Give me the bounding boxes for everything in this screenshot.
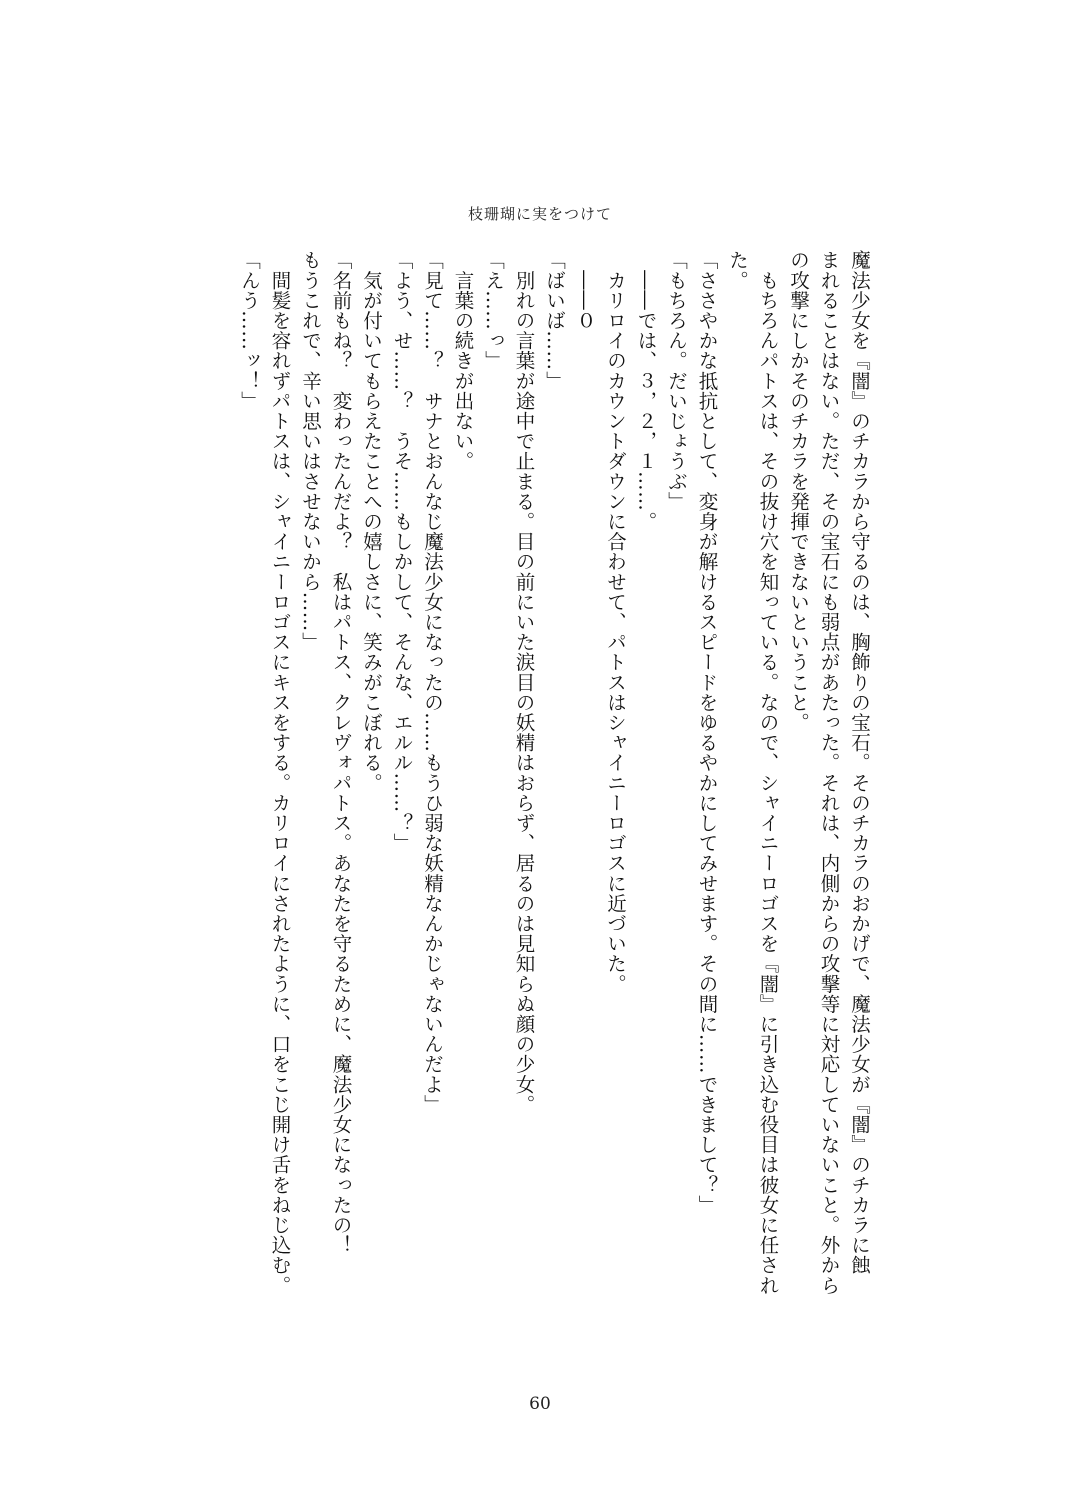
vertical-text-body bbox=[234, 250, 875, 1305]
text-line: ――０ bbox=[573, 250, 597, 331]
text-line: 「ささやかな抵抗として、変身が解けるスピードをゆるやかにしてみせます。その間に……できまして？」 bbox=[695, 250, 719, 1215]
text-line: た。 bbox=[726, 250, 749, 291]
text-line: 言葉の続きが出ない。 bbox=[451, 250, 475, 472]
text-line: ――では、３，２，１……。 bbox=[634, 250, 658, 532]
text-line: まれることはない。ただ、その宝石にも弱点があたった。それは、内側からの攻撃等に対応していないこと。外から bbox=[817, 250, 841, 1296]
text-line: 間髪を容れずパトスは、シャイニーロゴスにキスをする。カリロイにされたように、口をこじ開け舌をねじ込む。 bbox=[268, 250, 292, 1296]
text-line: もうこれで、辛い思いはさせないから……」 bbox=[299, 250, 322, 652]
text-line: 「んう……ッ！」 bbox=[238, 250, 261, 411]
text-line: カリロイのカウントダウンに合わせて、パトスはシャイニーロゴスに近づいた。 bbox=[604, 250, 627, 994]
text-line: 「よう、せ……？ うそ……もしかして、そんな、エルル……？」 bbox=[390, 250, 414, 853]
text-line: 魔法少女を『闇』のチカラから守るのは、胸飾りの宝石。そのチカラのおかげで、魔法少女が『闇』のチカラに蝕 bbox=[848, 250, 871, 1276]
text-line: 「え……っ」 bbox=[482, 250, 505, 371]
text-line: 「ばいば……」 bbox=[543, 250, 566, 391]
text-line: 別れの言葉が途中で止まる。目の前にいた涙目の妖精はおらず、居るのは見知らぬ顔の少女。 bbox=[512, 250, 536, 1115]
text-line: 「見て……？ サナとおんなじ魔法少女になったの……もうひ弱な妖精なんかじゃないんだよ」 bbox=[421, 250, 444, 1115]
running-title: 枝珊瑚に実をつけて bbox=[467, 205, 612, 223]
page-number: 60 bbox=[529, 1394, 551, 1414]
text-line: 「名前もね？ 変わったんだよ？ 私はパトス、クレヴォパトス。あなたを守るために、魔法少女になったの！ bbox=[329, 250, 353, 1255]
text-line: 「もちろん。だいじょうぶ」 bbox=[665, 250, 688, 512]
text-line: の攻撃にしかそのチカラを発揮できないということ。 bbox=[787, 250, 810, 733]
text-line: 気が付いてもらえたことへの嬉しさに、笑みがこぼれる。 bbox=[360, 250, 383, 793]
text-line: もちろんパトスは、その抜け穴を知っている。なので、シャイニーロゴスを『闇』に引き込む役目は彼女に任され bbox=[756, 250, 780, 1296]
